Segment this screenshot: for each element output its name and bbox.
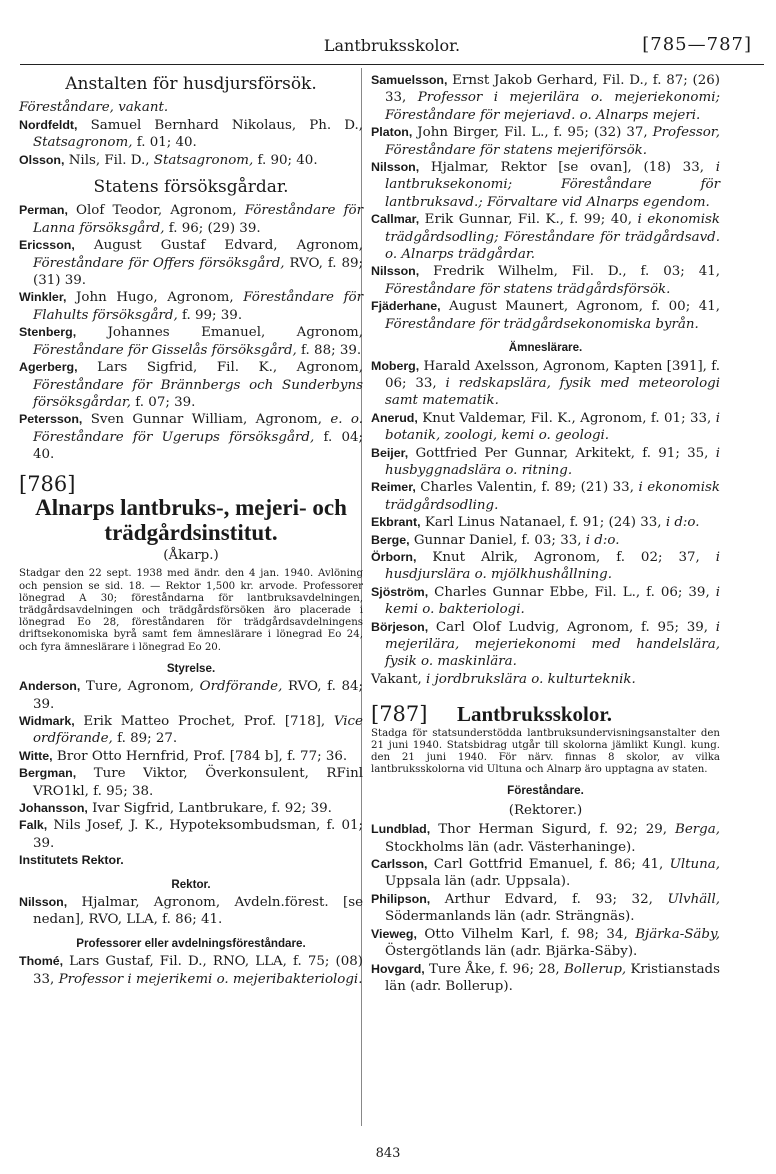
entry-title: Bollerup, xyxy=(563,961,627,977)
entry-text: Hjalmar, Rektor [se ovan], (18) 33, xyxy=(419,160,716,176)
entry-list-professors-right xyxy=(371,72,720,333)
directory-entry xyxy=(371,584,720,619)
vakant-label: Vakant, xyxy=(371,671,427,687)
entry-text: Karl Linus Natanael, f. 91; (24) 33, xyxy=(420,515,666,531)
directory-entry xyxy=(371,619,720,671)
directory-entry xyxy=(371,961,720,996)
section-intro: Föreståndare, vakant. xyxy=(19,100,169,116)
left-column xyxy=(19,72,363,988)
section-title-lantbruksskolor: Lantbruksskolor. xyxy=(457,702,613,727)
institute-place: (Åkarp.) xyxy=(163,547,219,563)
entry-text: Ture Åke, f. 96; 28, xyxy=(424,961,564,977)
directory-entry xyxy=(19,817,363,852)
entry-title: Professor i mejerikemi o. mejeribakteriologi. xyxy=(58,971,363,987)
entry-list-professors-left xyxy=(19,953,363,988)
running-title: Lantbruksskolor. xyxy=(323,36,461,55)
directory-entry xyxy=(371,263,720,298)
person-name: Örborn, xyxy=(371,549,417,564)
entry-title: Professor i mejerilära o. mejeriekonomi; Föreståndare för mejeriavd. o. Alnarps mejeri. xyxy=(385,90,720,123)
entry-tail: Södermanlands län (adr. Strängnäs). xyxy=(385,909,635,925)
person-name: Johansson, xyxy=(19,801,88,816)
entry-title: Berga, xyxy=(675,822,720,838)
vakant-subject: i jordbrukslära o. kulturteknik. xyxy=(426,671,636,687)
entry-text: John Birger, Fil. L., f. 95; (32) 37, xyxy=(412,125,653,141)
person-name: Hovgard, xyxy=(371,961,425,976)
entry-tail: Uppsala län (adr. Uppsala). xyxy=(385,874,571,890)
entry-title: Ordförande, xyxy=(199,679,283,695)
person-name: Widmark, xyxy=(19,713,75,728)
person-name: Lundblad, xyxy=(371,822,431,837)
entry-text: Johannes Emanuel, Agronom, xyxy=(76,325,363,341)
entry-text: Nils Josef, J. K., Hypoteksombudsman, f. 01; 39. xyxy=(33,818,363,851)
directory-entry xyxy=(19,713,363,748)
entry-title: i botanik, zoologi, kemi o. geologi. xyxy=(385,410,720,444)
directory-entry xyxy=(19,852,363,869)
entry-title: Föreståndare för Brännbergs och Sunderbyns försöksgårdar, xyxy=(33,377,363,410)
entry-title: Föreståndare för Lanna försöksgård, xyxy=(33,203,363,236)
entry-title: Föreståndare för Gisselås försöksgård, xyxy=(33,342,297,358)
person-name: Institutets Rektor. xyxy=(19,853,124,868)
directory-entry xyxy=(19,152,363,169)
entry-tail: Stockholms län (adr. Västerhaninge). xyxy=(385,839,636,855)
entry-text: August Maunert, Agronom, f. 00; 41, xyxy=(440,299,720,315)
entry-title: i d:o. xyxy=(665,515,700,531)
person-name: Callmar, xyxy=(371,212,420,227)
directory-entry xyxy=(19,117,363,152)
directory-entry xyxy=(19,202,363,237)
entry-title: Föreståndare för statens trädgårdsförsök. xyxy=(385,281,671,297)
header-rule xyxy=(20,64,764,65)
entry-tail: RVO, f. 84; 39. xyxy=(33,679,363,712)
entry-tail: f. 89; 27. xyxy=(112,731,178,747)
rektor-heading: Rektor. xyxy=(171,877,211,891)
entry-text: Knut Alrik, Agronom, f. 02; 37, xyxy=(416,549,716,565)
page-header xyxy=(20,30,764,60)
directory-entry xyxy=(19,765,363,800)
person-name: Nilsson, xyxy=(19,895,68,910)
directory-entry xyxy=(19,359,363,411)
directory-entry xyxy=(371,124,720,159)
entry-text: Carl Olof Ludvig, Agronom, f. 95; 39, xyxy=(428,619,716,635)
directory-entry xyxy=(371,926,720,961)
entry-text: Thor Herman Sigurd, f. 92; 29, xyxy=(430,822,676,838)
entry-tail: Östergötlands län (adr. Bjärka-Säby). xyxy=(385,944,638,960)
entry-text: Otto Vilhelm Karl, f. 98; 34, xyxy=(416,926,636,942)
person-name: Bergman, xyxy=(19,766,77,781)
section-number: [787] xyxy=(371,702,428,727)
entry-title: Föreståndare för Offers försöksgård, xyxy=(33,255,285,271)
professors-heading: Professorer eller avdelningsföreståndare. xyxy=(76,936,306,950)
entry-text: Lars Sigfrid, Fil. K., Agronom, xyxy=(77,360,363,376)
person-name: Anerud, xyxy=(371,410,418,425)
person-name: Philipson, xyxy=(371,891,431,906)
entry-title: Ultuna, xyxy=(669,857,720,873)
person-name: Nilsson, xyxy=(371,264,420,279)
person-name: Anderson, xyxy=(19,679,81,694)
directory-entry xyxy=(371,445,720,480)
directory-entry xyxy=(19,289,363,324)
entry-text: Nils, Fil. D., xyxy=(64,152,154,168)
entry-title: Ulvhäll, xyxy=(667,891,720,907)
entry-tail: f. 04; 40. xyxy=(33,429,363,463)
entry-title: i d:o. xyxy=(585,532,620,548)
entry-title: Statsagronom, xyxy=(153,152,254,168)
entry-title: Föreståndare för trädgårdsekonomiska byrån. xyxy=(385,316,699,332)
entry-title: Statsagronom, xyxy=(33,135,133,151)
entry-text: Gottfried Per Gunnar, Arkitekt, f. 91; 35, xyxy=(408,445,716,461)
person-name: Perman, xyxy=(19,203,68,218)
person-name: Witte, xyxy=(19,748,53,763)
directory-entry xyxy=(371,358,720,410)
entry-title: i ekonomisk trädgårdsodling; Föreståndare för trädgårdsavd. o. Alnarps trädgårdar. xyxy=(385,212,721,263)
entry-text: Charles Valentin, f. 89; (21) 33, xyxy=(415,480,639,496)
entry-tail: f. 01; 40. xyxy=(132,135,197,151)
entry-title: i husdjurslära o. mjölkhushållning. xyxy=(385,549,720,583)
section-title-husdjursforsok: Anstalten för husdjursförsök. xyxy=(65,74,317,94)
directory-entry xyxy=(19,748,363,765)
directory-entry xyxy=(371,159,720,211)
entry-list-rektor xyxy=(19,894,363,929)
person-name: Nordfeldt, xyxy=(19,117,78,132)
entry-title: i husbyggnadslära o. ritning. xyxy=(385,445,720,478)
entry-text: Olof Teodor, Agronom, xyxy=(67,203,245,219)
forestandare-subheading: (Rektorer.) xyxy=(508,802,583,818)
section-title-forsoksgardar: Statens försöksgårdar. xyxy=(93,177,289,198)
entry-list-amneslarare xyxy=(371,358,720,671)
entry-text: Fredrik Wilhelm, Fil. D., f. 03; 41, xyxy=(419,264,720,280)
directory-entry xyxy=(371,891,720,926)
directory-entry xyxy=(19,324,363,359)
entry-tail: f. 90; 40. xyxy=(253,152,318,168)
entry-title: Bjärka-Säby, xyxy=(635,926,720,942)
entry-text: Arthur Edvard, f. 93; 32, xyxy=(430,891,668,907)
entry-text: Harald Axelsson, Agronom, Kapten [391], f. 06; 33, xyxy=(385,358,720,391)
entry-text: Charles Gunnar Ebbe, Fil. L., f. 06; 39, xyxy=(428,584,716,600)
directory-entry xyxy=(19,237,363,289)
entry-tail: f. 07; 39. xyxy=(131,394,196,410)
entry-tail: f. 88; 39. xyxy=(296,342,362,358)
entry-tail: f. 99; 39. xyxy=(177,307,243,323)
directory-entry xyxy=(19,678,363,713)
directory-entry xyxy=(19,411,363,463)
forestandare-heading: Föreståndare. xyxy=(507,784,584,798)
entry-text: Ture Viktor, Överkonsulent, RFinl VRO1kl, f. 95; 38. xyxy=(33,766,363,799)
directory-entry xyxy=(371,211,720,263)
directory-entry xyxy=(371,298,720,333)
person-name: Platon, xyxy=(371,125,413,140)
entry-title: Föreståndare för Flahults försöksgård, xyxy=(33,290,363,323)
person-name: Fjäderhane, xyxy=(371,299,441,314)
entry-text: Carl Gottfrid Emanuel, f. 86; 41, xyxy=(427,857,670,873)
person-name: Carlsson, xyxy=(371,857,428,872)
entry-title: Vice ordförande, xyxy=(33,713,363,747)
person-name: Thomé, xyxy=(19,954,64,969)
entry-text: Erik Gunnar, Fil. K., f. 99; 40, xyxy=(419,212,638,228)
directory-entry xyxy=(19,894,363,929)
person-name: Beijer, xyxy=(371,445,409,460)
entry-text: Samuel Bernhard Nikolaus, Ph. D., xyxy=(77,117,363,133)
entry-text: Ernst Jakob Gerhard, Fil. D., f. 87; (26) 33, xyxy=(385,73,720,106)
directory-entry xyxy=(371,856,720,891)
directory-entry xyxy=(371,72,720,124)
right-column xyxy=(371,72,720,995)
entry-title: i mejerilära, mejeriekonomi med handelslära, fysik o. maskinlära. xyxy=(385,619,720,670)
lantbruksskolor-note: Stadga för statsunderstödda lantbruksundervisningsanstalter den 21 juni 1940. Statsbidrag utgår till skolorna jämlikt Kungl. kung. den 21 juni 1940. För närv. finnas 8 skolor, av vilka lantbruksskolorna vid Ultuna och Alnarp äro upptagna av staten. xyxy=(371,727,720,776)
entry-title: i kemi o. bakteriologi. xyxy=(385,584,720,618)
directory-entry xyxy=(371,479,720,514)
entry-text: Bror Otto Hernfrid, Prof. [784 b], f. 77; 36. xyxy=(52,748,348,764)
directory-entry xyxy=(19,800,363,817)
entry-text: John Hugo, Agronom, xyxy=(66,290,244,306)
entry-text: Lars Gustaf, Fil. D., RNO, LLA, f. 75; (08) 33, xyxy=(33,954,363,987)
entry-list-forsoksgardar xyxy=(19,202,363,463)
entry-text: Ture, Agronom, xyxy=(80,679,200,695)
directory-entry xyxy=(371,549,720,584)
person-name: Ekbrant, xyxy=(371,515,421,530)
entry-text: Gunnar Daniel, f. 03; 33, xyxy=(409,532,586,548)
entry-text: Knut Valdemar, Fil. K., Agronom, f. 01; 33, xyxy=(417,410,716,426)
entry-text: August Gustaf Edvard, Agronom, xyxy=(74,238,363,254)
page-number: 843 xyxy=(375,1146,401,1161)
entry-title: i ekonomisk trädgårdsodling. xyxy=(385,480,721,513)
entry-text: Sven Gunnar William, Agronom, xyxy=(82,412,331,428)
directory-entry xyxy=(371,532,720,549)
person-name: Börjeson, xyxy=(371,619,429,634)
person-name: Winkler, xyxy=(19,290,67,305)
entry-title: i lantbruksekonomi; Föreståndare för lantbruksavd.; Förvaltare vid Alnarps egendom. xyxy=(385,160,720,210)
person-name: Stenberg, xyxy=(19,325,77,340)
entry-tail: Kristianstads län (adr. Bollerup). xyxy=(385,961,720,994)
entry-tail: f. 96; (29) 39. xyxy=(164,220,261,236)
entry-list-husdjursforsok xyxy=(19,117,363,169)
person-name: Sjöström, xyxy=(371,584,429,599)
person-name: Falk, xyxy=(19,818,48,833)
entry-title: Professor, Föreståndare för statens mejeriförsök. xyxy=(385,125,720,158)
institute-title-line2: trädgårdsinstitut. xyxy=(104,519,278,545)
person-name: Moberg, xyxy=(371,358,420,373)
person-name: Vieweg, xyxy=(371,926,417,941)
entry-list-forestandare xyxy=(371,821,720,995)
section-range: [785—787] xyxy=(642,34,752,55)
directory-entry xyxy=(371,410,720,445)
person-name: Berge, xyxy=(371,532,410,547)
lantbruksskolor-heading xyxy=(371,702,720,727)
directory-entry xyxy=(371,514,720,531)
entry-text: Hjalmar, Agronom, Avdeln.förest. [se nedan], RVO, LLA, f. 86; 41. xyxy=(33,895,363,928)
entry-tail: RVO, f. 89; (31) 39. xyxy=(33,255,363,289)
institute-title-line1: Alnarps lantbruks-, mejeri- och xyxy=(35,494,347,520)
person-name: Ericsson, xyxy=(19,238,75,253)
entry-text: Ivar Sigfrid, Lantbrukare, f. 92; 39. xyxy=(87,801,332,817)
entry-text: Erik Matteo Prochet, Prof. [718], xyxy=(74,713,334,729)
amneslarare-heading: Ämneslärare. xyxy=(508,341,583,355)
entry-list-styrelse xyxy=(19,678,363,869)
entry-title: i redskapslära, fysik med meteorologi samt matematik. xyxy=(385,375,720,409)
entry-title: e. o. Föreståndare för Ugerups försöksgård, xyxy=(33,412,363,445)
section-number: [786] xyxy=(19,471,76,496)
person-name: Olsson, xyxy=(19,152,65,167)
person-name: Samuelsson, xyxy=(371,73,448,87)
person-name: Agerberg, xyxy=(19,360,78,375)
styrelse-heading: Styrelse. xyxy=(166,661,216,675)
institute-note: Stadgar den 22 sept. 1938 med ändr. den 4 jan. 1940. Avlöning och pension se sid. 18. — Rektor 1,500 kr. arvode. Professorer lönegrad A 30; föreståndarna för lantbruksavdelningen, trädgårdsavdelningen och trädgårdsförsöken äro placerade i lönegrad Eo 28, föreståndaren för trädgårdsavdelningens driftsekonomiska byrå samt fem ämneslärare i lönegrad Eo 24, och fyra ämneslärare i lönegrad Eo 20. xyxy=(19,568,363,653)
directory-entry xyxy=(19,953,363,988)
vakant-entry xyxy=(371,671,720,688)
directory-entry xyxy=(371,821,720,856)
person-name: Petersson, xyxy=(19,412,83,427)
person-name: Nilsson, xyxy=(371,160,420,175)
person-name: Reimer, xyxy=(371,480,416,495)
